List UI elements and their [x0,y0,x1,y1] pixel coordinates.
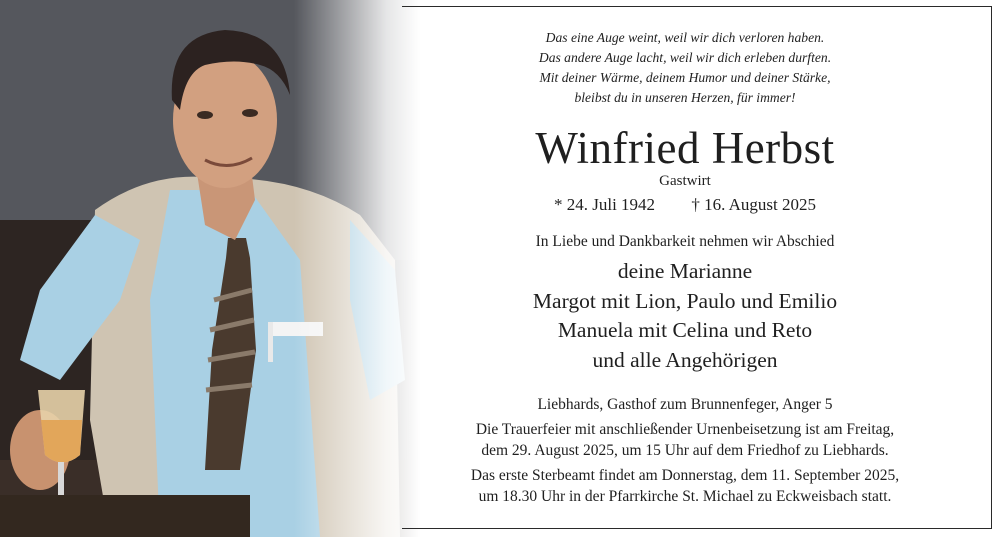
funeral-line: dem 29. August 2025, um 15 Uhr auf dem Friedhof zu Liebhards. [481,442,889,459]
requiem-line: Das erste Sterbeamt findet am Donnerstag, dem 11. September 2025, [470,466,900,484]
deceased-name: Winfried Herbst [535,123,835,173]
poem-line: Das andere Auge lacht, weil wir dich erleben durften. [538,50,832,65]
mourner: Margot mit Lion, Paulo und Emilio [532,288,838,313]
requiem-line: um 18.30 Uhr in der Pfarrkirche St. Michael zu Eckweisbach statt. [478,488,892,505]
birth-date: * 24. Juli 1942 [554,195,656,214]
mourner: deine Marianne [617,259,753,283]
mourner: und alle Angehörigen [592,347,778,372]
mourner: Manuela mit Celina und Reto [557,318,813,342]
service-info [405,394,965,508]
photo-fade-overlay [0,0,420,537]
address: Liebhards, Gasthof zum Brunnenfeger, Anger 5 [537,396,833,413]
death-date: † 16. August 2025 [691,195,816,214]
occupation: Gastwirt [659,173,711,189]
farewell-line: In Liebe und Dankbarkeit nehmen wir Abschied [535,233,835,250]
portrait-photo [0,0,420,537]
poem-line: Das eine Auge weint, weil wir dich verloren haben. [545,30,825,45]
mourners-list [405,257,965,375]
funeral-line: Die Trauerfeier mit anschließender Urnenbeisetzung ist am Freitag, [475,420,895,438]
poem-line: bleibst du in unseren Herzen, für immer! [574,90,796,105]
poem-line: Mit deiner Wärme, deinem Humor und deiner Stärke, [539,70,831,85]
memorial-poem [405,28,965,108]
life-dates [405,194,965,216]
